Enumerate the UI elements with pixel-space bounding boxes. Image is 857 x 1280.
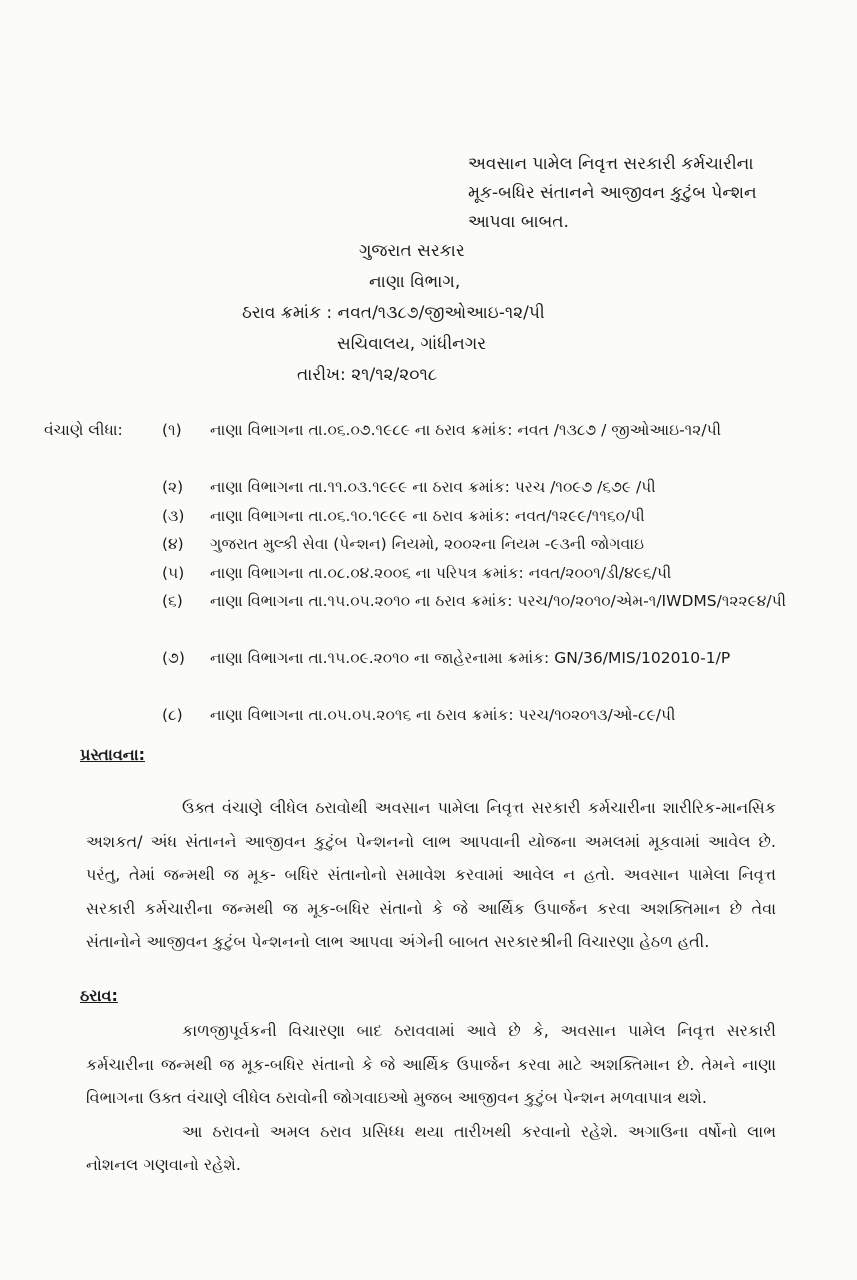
reference-number: (૭) — [162, 649, 185, 667]
references-list — [44, 416, 824, 730]
subject-block — [468, 150, 828, 237]
reference-text: નાણા વિભાગના તા.૧૧.૦૩.૧૯૯૯ ના ઠરાવ ક્રમાંક: પરચ /૧૦૯૭ /૬૭૯ /પી — [210, 478, 656, 496]
subject-line: મૂક-બધિર સંતાનને આજીવન કુટુંબ પેન્શન — [468, 183, 757, 203]
preamble-paragraph — [86, 791, 776, 959]
resolution-text: આ ઠરાવનો અમલ ઠરાવ પ્રસિધ્ધ થયા તારીખથી કરવાનો રહેશે. અગાઉના વર્ષોનો લાભ નોશનલ ગણવાનો રહેશે. — [86, 1121, 776, 1174]
reference-item — [44, 701, 824, 730]
reference-number: (૮) — [162, 706, 183, 724]
reference-number: (૬) — [162, 592, 183, 610]
preamble-text: ઉક્ત વંચાણે લીધેલ ઠરાવોથી અવસાન પામેલા નિવૃત્ત સરકારી કર્મચારીના શારીરિક-માનસિક અશકત/ અંધ સંતાનને આજીવન કુટુંબ પેન્શનનો લાભ આપવાની યોજના અમલમાં મૂકવામાં આવેલ છે. પરંતુ, તેમાં જન્મથી જ મૂક- બધિર સંતાનોનો સમાવેશ કરવામાં આવેલ ન હતો. અવસાન પામેલા નિવૃત્ત સરકારી કર્મચારીના જન્મથી જ મૂક-બધિર સંતાનો કે જે આર્થિક ઉપાર્જન કરવા અશક્તિમાન છે તેવા સંતાનોને આજીવન કુટુંબ પેન્શનનો લાભ આપવા અંગેની બાબત સરકારશ્રીની વિચારણા હેઠળ હતી. — [86, 798, 776, 951]
reference-number: (૫) — [162, 563, 185, 582]
resolution-text: કાળજીપૂર્વકની વિચારણા બાદ ઠરાવવામાં આવે છે કે, અવસાન પામેલ નિવૃત્ત સરકારી કર્મચારીના જન્મથી જ મૂક-બધિર સંતાનો કે જે આર્થિક ઉપાર્જન કરવા માટે અશક્તિમાન છે. તેમને નાણા વિભાગના ઉક્ત વંચાણે લીધેલ ઠરાવોની જોગવાઇઓ મુજબ આજીવન કુટુંબ પેન્શન મળવાપાત્ર થશે. — [86, 1021, 776, 1107]
resolution-number: ઠરાવ ક્રમાંક : નવત/૧૩૮૭/જીઓઆઇ-૧૨/પી — [242, 303, 545, 323]
reference-item — [44, 502, 824, 531]
reference-text: નાણા વિભાગના તા.૦૬.૦૭.૧૯૮૯ ના ઠરાવ ક્રમાંક: નવત /૧૩૮૭ / જીઓઆઇ-૧૨/પી — [210, 421, 722, 439]
reference-item — [44, 416, 824, 473]
resolution-date: તારીખ: ૨૧/૧૨/૨૦૧૮ — [297, 365, 438, 385]
reference-item — [44, 473, 824, 502]
reference-text: નાણા વિભાગના તા.૧૫.૦૫.૨૦૧૦ ના ઠરાવ ક્રમાંક: પરચ/૧૦/૨૦૧૦/એમ-૧/IWDMS/૧૨૨૯૪/પી — [210, 592, 787, 610]
reference-item — [44, 644, 824, 701]
reference-text: નાણા વિભાગના તા.૦૮.૦૪.૨૦૦૬ ના પરિપત્ર ક્રમાંક: નવત/૨૦૦૧/ડી/૪૯૬/પી — [210, 563, 672, 582]
place: સચિવાલય, ગાંધીનગર — [337, 334, 487, 354]
department-name: નાણા વિભાગ, — [369, 272, 461, 292]
reference-text: ગુજરાત મુલ્કી સેવા (પેન્શન) નિયમો, ૨૦૦૨ના નિયમ -૯૩ની જોગવાઇ — [210, 535, 645, 553]
reference-item — [44, 559, 824, 588]
reference-number: (૨) — [162, 478, 184, 496]
resolution-paragraph — [86, 1014, 776, 1182]
reference-number: (૪) — [162, 535, 184, 553]
reference-text: નાણા વિભાગના તા.૦૬.૧૦.૧૯૯૯ ના ઠરાવ ક્રમાંક: નવત/૧૨૯૯/૧૧૬૦/પી — [210, 506, 645, 525]
government-header — [230, 236, 650, 391]
references-label: વંચાણે લીધા: — [44, 421, 123, 439]
subject-line: આપવા બાબત. — [468, 212, 569, 232]
subject-line: અવસાન પામેલ નિવૃત્ત સરકારી કર્મચારીના — [468, 154, 754, 174]
reference-item — [44, 587, 824, 644]
government-name: ગુજરાત સરકાર — [359, 241, 465, 261]
reference-text: નાણા વિભાગના તા.૦૫.૦૫.૨૦૧૬ ના ઠરાવ ક્રમાંક: પરચ/૧૦૨૦૧૩/ઓ-૮૯/પી — [210, 706, 676, 724]
reference-number: (૩) — [162, 506, 185, 525]
resolution-heading: ઠરાવ: — [80, 986, 118, 1005]
reference-text: નાણા વિભાગના તા.૧૫.૦૯.૨૦૧૦ ના જાહેરનામા ક્રમાંક: GN/36/MIS/102010-1/P — [210, 649, 731, 667]
reference-number: (૧) — [162, 421, 182, 439]
preamble-heading: પ્રસ્તાવના: — [80, 745, 146, 764]
reference-item — [44, 530, 824, 559]
